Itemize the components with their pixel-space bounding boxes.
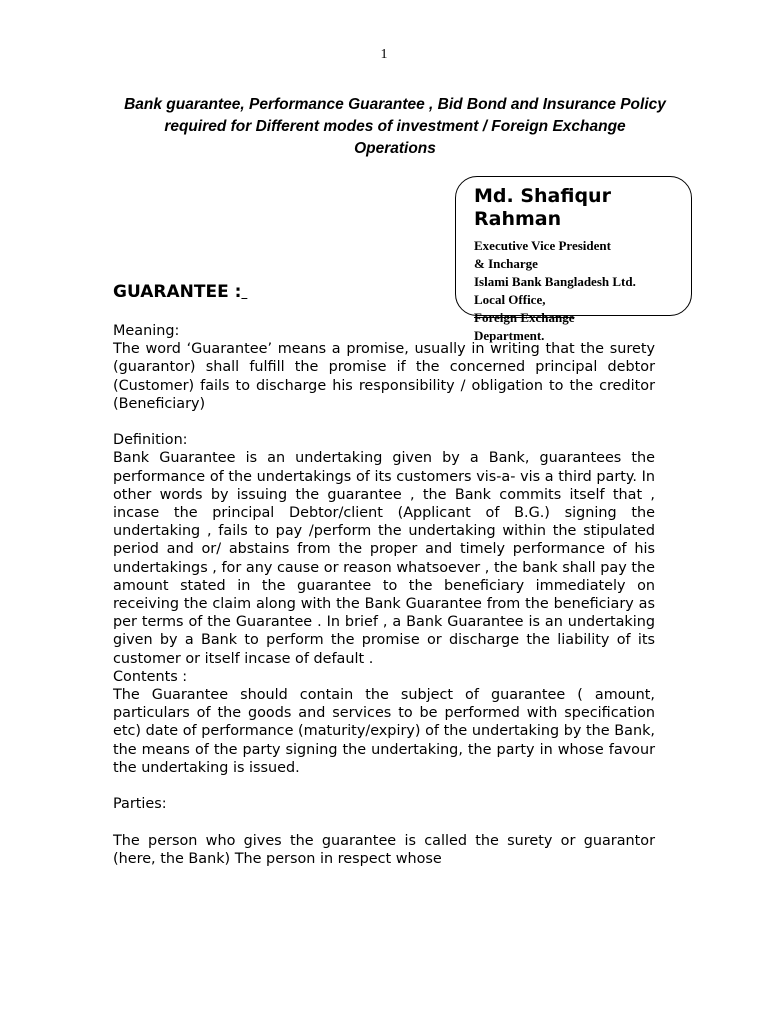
author-department: Foreign Exchange [474,310,575,325]
author-name: Md. Shafiqur Rahman [474,185,611,230]
contents-paragraph: The Guarantee should contain the subject of guarantee ( amount, particulars of the goods and services to be performed with specification etc) date of performance (maturity/expiry) of the undertaking by the Bank, the means of the party signing the undertaking, the party in whose favour the undertaking is issued. [113,687,655,776]
parties-paragraph: The person who gives the guarantee is called the surety or guarantor (here, the Bank) The person in respect whose [113,832,655,867]
contents-label: Contents : [113,668,188,685]
author-designation: Executive Vice President [474,238,611,253]
definition-paragraph: Bank Guarantee is an undertaking given by a Bank, guarantees the performance of the undertakings of its customers vis-a- vis a third party. In other words by issuing the guarantee , the Bank commits itself that , incase the principal Debtor/client (Applicant of B.G.) signing the undertaking , fails to pay /perform the undertaking within the stipulated period and or/ abstains from the proper and timely performance of his undertakings , for any cause or reason whatsoever , the bank shall pay the amount stated in the guarantee to the beneficiary immediately on receiving the claim along with the Bank Guarantee from the beneficiary as per terms of the Guarantee . In brief , a Bank Guarantee is an undertaking given by a Bank to perform the promise or discharge the liability of its customer or itself incase of default . [113,450,655,667]
document-title [110,94,680,160]
page-number: 1 [380,47,388,62]
meaning-paragraph: The word ‘Guarantee’ means a promise, usually in writing that the surety (guarantor) shall fulfill the promise if the concerned principal debtor (Customer) fails to discharge his responsibility / obligation to the creditor (Beneficiary) [113,341,655,412]
definition-label: Definition: [113,432,188,449]
title-line-3: Operations [354,140,436,157]
section-heading-colon: : [228,282,242,302]
document-body [113,322,655,868]
author-office: Local Office, [474,292,546,307]
section-heading [113,282,247,302]
parties-label: Parties: [113,796,167,813]
author-department-suffix: Department. [474,328,545,343]
author-organization: Islami Bank Bangladesh Ltd. [474,274,636,289]
author-role: & Incharge [474,256,538,271]
meaning-label: Meaning: [113,323,180,339]
title-line-2: required for Different modes of investment / Foreign Exchange [164,118,626,135]
title-line-1: Bank guarantee, Performance Guarantee , Bid Bond and Insurance Policy [124,96,666,113]
author-box [455,176,692,343]
section-heading-text: GUARANTEE [113,282,229,302]
